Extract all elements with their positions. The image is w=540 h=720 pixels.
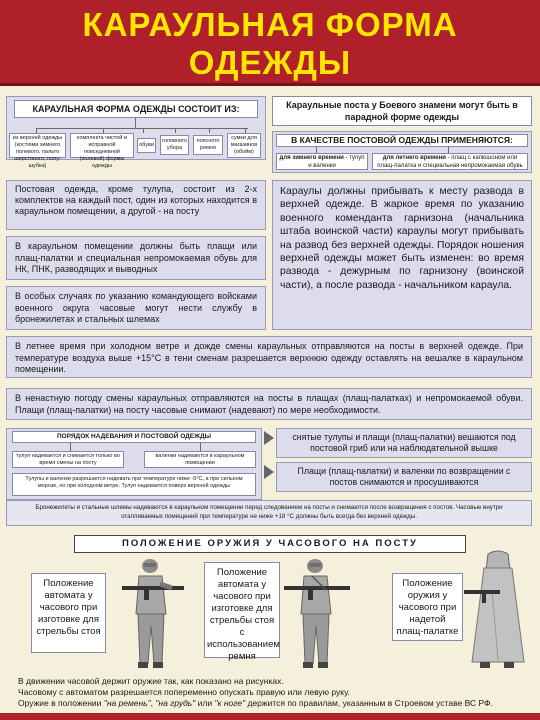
guardroom-note: В караульном помещении должны быть плащи или плащ-палатки и специальная непромокаемая обувь для НК, ПНК, разводящих и выводных bbox=[6, 236, 266, 280]
consists-item-pouch: сумки для магазинов (обойм) bbox=[227, 133, 261, 158]
order-heading: ПОРЯДОК НАДЕВАНИЯ И ПОСТОВОЙ ОДЕЖДЫ bbox=[56, 433, 211, 440]
body-armor-note: В особых случаях по указанию командующего войсками военного округа часовые могут нести службу в бронежилетах и стальных шлемах bbox=[6, 286, 266, 330]
order-bottom: Тулупы и валенки разрешается надевать при температуре ниже -5°С, а при сильном морозе, но при холодном ветре. Тулуп надевается поверх верхней одежды bbox=[12, 473, 256, 496]
caption-3-box: Положение оружия у часового при надетой плащ-палатке bbox=[392, 573, 463, 641]
bottom-stripe bbox=[0, 713, 540, 720]
consists-item-footwear: обуви bbox=[137, 138, 156, 153]
header-banner bbox=[0, 0, 540, 86]
consists-item-outerwear: из верхней одежды (костюма зимнего полевого, пальто шерстяного, полу-шубка) bbox=[9, 133, 66, 158]
caption-1-box: Положение автомата у часового при изготовке для стрельбы стоя bbox=[31, 573, 106, 653]
two-sets-note: Постовая одежда, кроме тулупа, состоит из 2-х комплектов на каждый пост, один из которых находится в караульном помещении, а другой - на посту bbox=[6, 180, 266, 230]
weapon-heading: ПОЛОЖЕНИЕ ОРУЖИЯ У ЧАСОВОГО НА ПОСТУ bbox=[122, 538, 418, 549]
summer-uniform: для летнего времени - плащ с капюшоном или плащ-палатка и специальная непромокаемая обувь bbox=[372, 153, 528, 170]
arrow-right-icon bbox=[264, 431, 274, 445]
arrow-right-icon bbox=[264, 465, 274, 479]
soldier-sling-icon bbox=[282, 556, 352, 671]
consists-item-uniform: комплекта чистой и исправной повседневной (полевой) формы одежды bbox=[70, 133, 134, 158]
soldier-raincape-icon bbox=[462, 550, 534, 672]
order-left: тулуп надевается и снимается только во время смены на посту bbox=[12, 451, 124, 468]
drying-note: Плащи (плащ-палатки) и валенки по возвращении с постов снимаются и просушиваются bbox=[276, 462, 532, 492]
page-title: КАРАУЛЬНАЯ ФОРМА ОДЕЖДЫ bbox=[82, 6, 458, 81]
hanging-note: снятые тулупы и плащи (плащ-палатки) вешаются под постовой гриб или на наблюдательной вышке bbox=[276, 428, 532, 458]
order-heading-box bbox=[12, 431, 256, 443]
consists-heading-box bbox=[14, 100, 258, 118]
consists-heading: КАРАУЛЬНАЯ ФОРМА ОДЕЖДЫ СОСТОИТ ИЗ: bbox=[32, 104, 240, 114]
parade-note: Караульные поста у Боевого знамени могут быть в парадной форме одежды bbox=[272, 96, 532, 126]
rain-note: В ненастную погоду смены караульных отправляются на посты в плащах (плащ-палатках) и непромокаемой обуви. Плащи (плащ-палатки) на посту часовые снимают (надевают) по мере необходимости. bbox=[6, 388, 532, 420]
arrival-note: Караулы должны прибывать к месту развода в верхней одежде. В жаркое время по указанию военного коменданта гарнизона (начальника штаба воинской части) караулы могут прибывать на развод без верхней одежды. Порядок ношения верхней одежды может быть изменен: во время развода - дежурным по гарнизону (воинской части), а после развода - начальником караула. bbox=[272, 180, 532, 330]
footer-line-3: Оружие в положении "на ремень", "на грудь" или "к ноге" держится по правилам, указанным в Строевом уставе ВС РФ. bbox=[18, 698, 493, 708]
footer-line-1: В движении часовой держит оружие так, как показано на рисунках. bbox=[18, 676, 284, 686]
uniform-use-heading: В КАЧЕСТВЕ ПОСТОВОЙ ОДЕЖДЫ ПРИМЕНЯЮТСЯ: bbox=[291, 135, 513, 145]
winter-uniform: для зимнего времени - тулуп и валенки bbox=[276, 153, 368, 170]
order-right: валенки надеваются в караульном помещении bbox=[144, 451, 256, 468]
weapon-heading-box bbox=[74, 535, 466, 553]
consists-item-belt: поясного ремня bbox=[193, 135, 223, 155]
consists-item-headwear: головного убора bbox=[160, 135, 189, 155]
helmets-note: Бронежилеты и стальные шлемы надеваются в караульном помещении перед следованием на посты и снимаются после возвращения с постов. Часовые внутри отапливаемых помещений при температуре не ниже +18 °С должны быть всегда без верхней одежды. bbox=[6, 500, 532, 526]
caption-2-box: Положение автомата у часового при изготовке для стрельбы стоя с использованием ремня bbox=[204, 562, 280, 658]
uniform-use-heading-box bbox=[276, 134, 528, 147]
footer-line-2: Часовому с автоматом разрешается попеременно опускать правую или левую руку. bbox=[18, 687, 350, 697]
cold-weather-note: В летнее время при холодном ветре и дожде смены караульных отправляются на посты в верхней одежде. При температуре воздуха выше +15°С в тени сменам разрешается верхнюю одежду оставлять на вешалке в караульном помещении. bbox=[6, 336, 532, 378]
footer-notes bbox=[18, 676, 528, 709]
soldier-standing-icon bbox=[122, 556, 192, 671]
